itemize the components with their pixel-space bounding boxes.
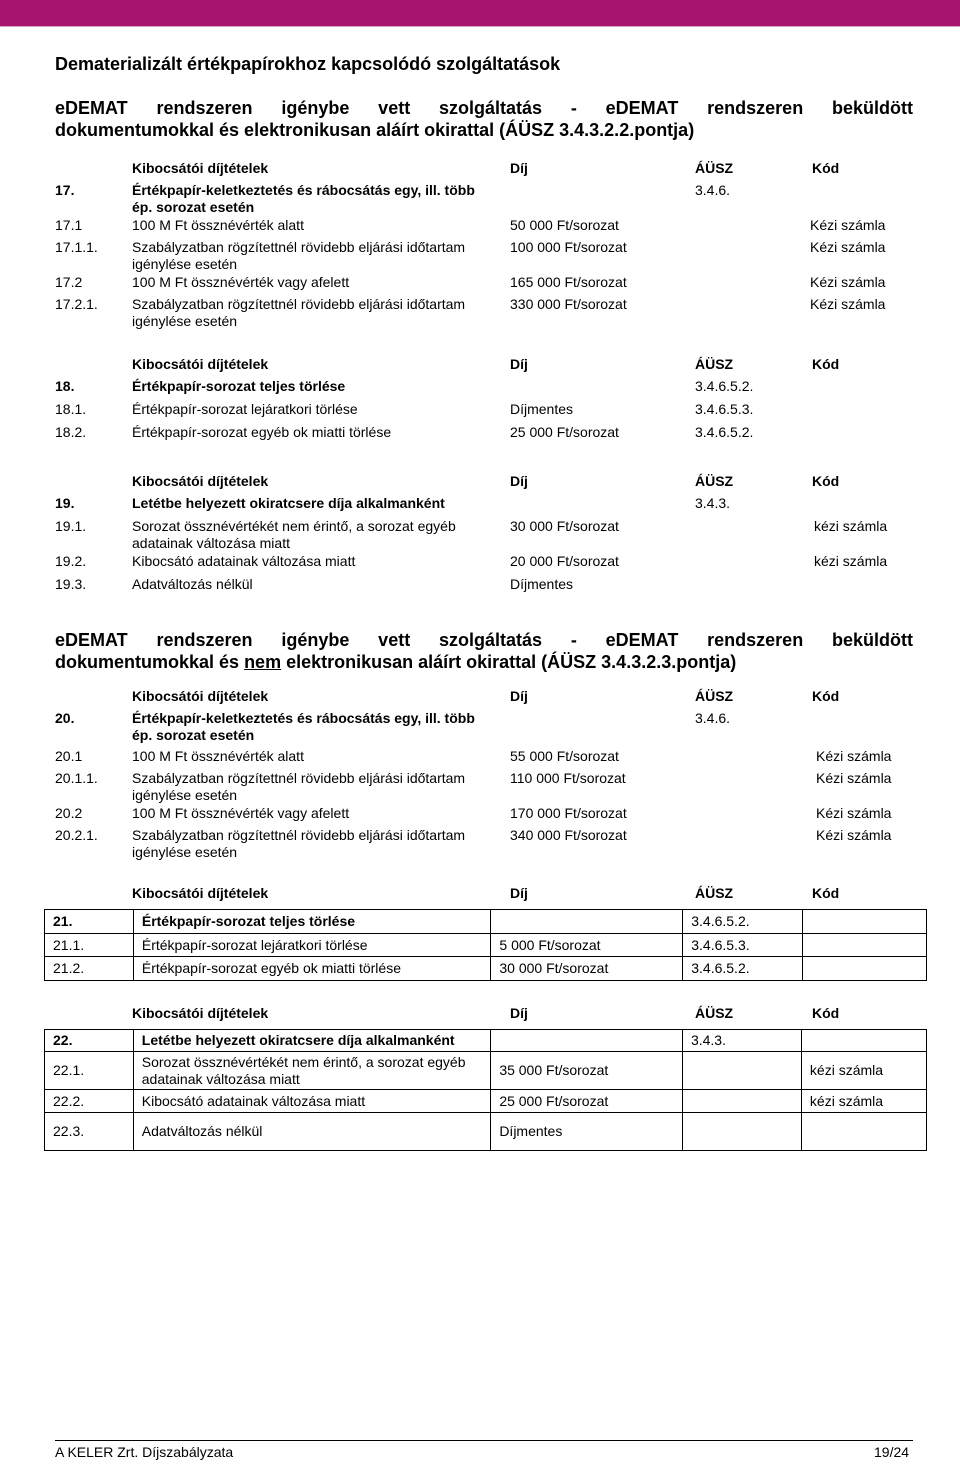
- footer-divider: [55, 1440, 913, 1441]
- header-label: Kibocsátói díjtételek: [132, 688, 269, 704]
- table-row: [0, 274, 960, 294]
- fee-table-22: [44, 1029, 927, 1151]
- row-number: 19.2.: [55, 553, 87, 569]
- row-number: 19.3.: [55, 576, 87, 592]
- row-code: Kézi számla: [816, 827, 892, 843]
- row-description: Kibocsátó adatainak változása miatt: [132, 553, 356, 569]
- row-number: 20.2: [55, 805, 83, 821]
- row-number: 19.: [55, 495, 75, 511]
- row-description: Adatváltozás nélkül: [132, 576, 253, 592]
- header-dij: Díj: [510, 473, 528, 489]
- row-auz-ref: [682, 1090, 801, 1113]
- row-code: kézi számla: [801, 1052, 926, 1090]
- header-label: Kibocsátói díjtételek: [132, 473, 269, 489]
- header-label: Kibocsátói díjtételek: [132, 356, 269, 372]
- row-number: 21.: [45, 910, 134, 934]
- row-fee: 35 000 Ft/sorozat: [491, 1052, 683, 1090]
- row-description: Szabályzatban rögzítettnél rövidebb eljárási időtartam igénylése esetén: [132, 296, 466, 329]
- table-row: [0, 770, 960, 803]
- row-fee: 100 000 Ft/sorozat: [510, 239, 627, 255]
- row-fee: 30 000 Ft/sorozat: [491, 957, 683, 981]
- row-number: 17.2: [55, 274, 83, 290]
- row-description: Értékpapír-sorozat egyéb ok miatti törlése: [132, 424, 392, 440]
- section-heading-2-pre: dokumentumokkal és: [55, 652, 245, 672]
- row-code: Kézi számla: [810, 274, 886, 290]
- row-number: 21.1.: [45, 934, 134, 957]
- row-number: 18.1.: [55, 401, 87, 417]
- row-number: 20.1.1.: [55, 770, 98, 786]
- row-number: 21.2.: [45, 957, 134, 981]
- section-heading-2-line2: [55, 651, 913, 673]
- table-row: [0, 424, 960, 444]
- header-kod: Kód: [812, 473, 840, 489]
- header-label: Kibocsátói díjtételek: [132, 885, 269, 901]
- header-kod: Kód: [812, 356, 840, 372]
- row-number: 22.3.: [45, 1113, 134, 1151]
- row-description: Értékpapír-sorozat teljes törlése: [133, 910, 491, 934]
- row-description: Szabályzatban rögzítettnél rövidebb eljárási időtartam igénylése esetén: [132, 239, 466, 272]
- row-fee: 5 000 Ft/sorozat: [491, 934, 683, 957]
- row-fee: 20 000 Ft/sorozat: [510, 553, 619, 569]
- page-title: Dematerializált értékpapírokhoz kapcsolódó szolgáltatások: [55, 54, 561, 74]
- row-fee: 50 000 Ft/sorozat: [510, 217, 619, 233]
- table-header-row: [0, 1005, 960, 1025]
- row-code: [801, 1030, 926, 1052]
- row-number: 17.1.1.: [55, 239, 98, 255]
- row-code: [802, 957, 926, 981]
- row-description: Értékpapír-sorozat lejáratkori törlése: [132, 401, 358, 417]
- table-row: [0, 296, 960, 329]
- table-row: [0, 495, 960, 515]
- header-kod: Kód: [812, 688, 840, 704]
- row-description: Letétbe helyezett okiratcsere díja alkalmanként: [132, 495, 445, 511]
- row-fee: 170 000 Ft/sorozat: [510, 805, 627, 821]
- header-kod: Kód: [812, 160, 840, 176]
- header-auz: ÁÜSZ: [695, 473, 734, 489]
- row-code: kézi számla: [814, 553, 888, 569]
- table-row: [0, 748, 960, 768]
- table-row: [0, 182, 960, 215]
- row-auz-ref: [682, 1052, 801, 1090]
- table-row: [45, 934, 927, 957]
- row-fee: Díjmentes: [510, 401, 574, 417]
- row-description: Kibocsátó adatainak változása miatt: [133, 1090, 491, 1113]
- table-header-row: [0, 160, 960, 180]
- section-heading-2-underlined: nem: [244, 652, 282, 672]
- section-heading-2-line1: eDEMAT rendszeren igénybe vett szolgáltatás - eDEMAT rendszeren beküldött: [55, 630, 913, 650]
- row-number: 22.: [45, 1030, 134, 1052]
- header-auz: ÁÜSZ: [695, 1005, 734, 1021]
- table-header-row: [0, 688, 960, 708]
- table-row: [45, 1030, 927, 1052]
- row-number: 22.1.: [45, 1052, 134, 1090]
- table-row: [0, 401, 960, 421]
- row-fee: 55 000 Ft/sorozat: [510, 748, 619, 764]
- row-number: 18.2.: [55, 424, 87, 440]
- row-number: 22.2.: [45, 1090, 134, 1113]
- row-auz-ref: 3.4.6.: [695, 182, 731, 198]
- table-row: [45, 1090, 927, 1113]
- table-row: [45, 957, 927, 981]
- table-row: [45, 1113, 927, 1151]
- row-number: 17.: [55, 182, 75, 198]
- header-auz: ÁÜSZ: [695, 885, 734, 901]
- header-auz: ÁÜSZ: [695, 356, 734, 372]
- row-code: Kézi számla: [816, 748, 892, 764]
- table-header-row: [0, 356, 960, 376]
- top-color-bar: [0, 0, 960, 26]
- table-row: [0, 827, 960, 860]
- row-code: [802, 934, 926, 957]
- row-description: Sorozat össznévértékét nem érintő, a sorozat egyéb adatainak változása miatt: [133, 1052, 491, 1090]
- table-row: [0, 576, 960, 596]
- table-row: [45, 1052, 927, 1090]
- row-code: kézi számla: [814, 518, 888, 534]
- row-fee: 340 000 Ft/sorozat: [510, 827, 627, 843]
- header-auz: ÁÜSZ: [695, 688, 734, 704]
- row-fee: Díjmentes: [491, 1113, 683, 1151]
- row-number: 20.1: [55, 748, 83, 764]
- header-dij: Díj: [510, 1005, 528, 1021]
- row-fee: 30 000 Ft/sorozat: [510, 518, 619, 534]
- row-code: kézi számla: [801, 1090, 926, 1113]
- table-row: [0, 217, 960, 237]
- row-description: Sorozat össznévértékét nem érintő, a sorozat egyéb adatainak változása miatt: [132, 518, 456, 551]
- row-description: Értékpapír-sorozat lejáratkori törlése: [133, 934, 491, 957]
- row-code: [802, 910, 926, 934]
- row-description: Értékpapír-keletkeztetés és rábocsátás egy, ill. több ép. sorozat esetén: [132, 182, 475, 215]
- row-description: Szabályzatban rögzítettnél rövidebb eljárási időtartam igénylése esetén: [132, 770, 466, 803]
- row-auz-ref: 3.4.6.5.3.: [683, 934, 803, 957]
- row-code: Kézi számla: [810, 296, 886, 312]
- row-auz-ref: [682, 1113, 801, 1151]
- row-fee: 330 000 Ft/sorozat: [510, 296, 627, 312]
- table-row: [45, 910, 927, 934]
- row-description: Szabályzatban rögzítettnél rövidebb eljárási időtartam igénylése esetén: [132, 827, 466, 860]
- table-row: [0, 805, 960, 825]
- table-row: [0, 553, 960, 573]
- footer-document-name: A KELER Zrt. Díjszabályzata: [55, 1444, 234, 1460]
- table-row: [0, 710, 960, 743]
- header-label: Kibocsátói díjtételek: [132, 1005, 269, 1021]
- row-fee: [491, 910, 683, 934]
- row-description: 100 M Ft össznévérték vagy afelett: [132, 805, 350, 821]
- row-number: 20.: [55, 710, 75, 726]
- header-dij: Díj: [510, 160, 528, 176]
- section-heading-2: [55, 629, 913, 673]
- top-divider: [0, 26, 960, 27]
- row-number: 18.: [55, 378, 75, 394]
- table-row: [0, 518, 960, 551]
- row-auz-ref: 3.4.6.5.2.: [695, 424, 754, 440]
- row-auz-ref: 3.4.6.5.2.: [695, 378, 754, 394]
- table-row: [0, 239, 960, 272]
- row-description: Adatváltozás nélkül: [133, 1113, 491, 1151]
- section-heading-1: [55, 97, 913, 141]
- row-description: 100 M Ft össznévérték alatt: [132, 748, 304, 764]
- section-heading-2-post: elektronikusan aláírt okirattal (ÁÜSZ 3.4.3.2.3.pontja): [281, 652, 737, 672]
- row-code: [801, 1113, 926, 1151]
- header-kod: Kód: [812, 1005, 840, 1021]
- section-heading-1-line2: dokumentumokkal és elektronikusan aláírt okirattal (ÁÜSZ 3.4.3.2.2.pontja): [55, 120, 695, 140]
- table-header-row: [0, 885, 960, 905]
- section-heading-1-line1: eDEMAT rendszeren igénybe vett szolgáltatás - eDEMAT rendszeren beküldött: [55, 98, 913, 118]
- header-label: Kibocsátói díjtételek: [132, 160, 269, 176]
- row-fee: [491, 1030, 683, 1052]
- row-auz-ref: 3.4.6.5.2.: [683, 957, 803, 981]
- row-auz-ref: 3.4.3.: [682, 1030, 801, 1052]
- row-description: Értékpapír-sorozat teljes törlése: [132, 378, 346, 394]
- header-dij: Díj: [510, 688, 528, 704]
- row-description: 100 M Ft össznévérték vagy afelett: [132, 274, 350, 290]
- row-code: Kézi számla: [816, 805, 892, 821]
- header-auz: ÁÜSZ: [695, 160, 734, 176]
- row-description: Értékpapír-keletkeztetés és rábocsátás egy, ill. több ép. sorozat esetén: [132, 710, 475, 743]
- row-code: Kézi számla: [810, 217, 886, 233]
- fee-table-21: [44, 909, 927, 981]
- row-number: 17.1: [55, 217, 83, 233]
- table-row: [0, 378, 960, 398]
- row-fee: 165 000 Ft/sorozat: [510, 274, 627, 290]
- footer-page-number: 19/24: [874, 1444, 910, 1460]
- table-header-row: [0, 473, 960, 493]
- row-number: 20.2.1.: [55, 827, 98, 843]
- row-description: Letétbe helyezett okiratcsere díja alkalmanként: [133, 1030, 491, 1052]
- row-code: Kézi számla: [816, 770, 892, 786]
- row-auz-ref: 3.4.6.: [695, 710, 731, 726]
- row-auz-ref: 3.4.6.5.2.: [683, 910, 803, 934]
- row-number: 19.1.: [55, 518, 87, 534]
- row-auz-ref: 3.4.3.: [695, 495, 731, 511]
- header-kod: Kód: [812, 885, 840, 901]
- row-fee: 25 000 Ft/sorozat: [510, 424, 619, 440]
- row-fee: 25 000 Ft/sorozat: [491, 1090, 683, 1113]
- row-auz-ref: 3.4.6.5.3.: [695, 401, 754, 417]
- row-code: Kézi számla: [810, 239, 886, 255]
- row-description: Értékpapír-sorozat egyéb ok miatti törlése: [133, 957, 491, 981]
- row-fee: Díjmentes: [510, 576, 574, 592]
- row-description: 100 M Ft össznévérték alatt: [132, 217, 304, 233]
- row-fee: 110 000 Ft/sorozat: [510, 770, 626, 786]
- header-dij: Díj: [510, 885, 528, 901]
- header-dij: Díj: [510, 356, 528, 372]
- row-number: 17.2.1.: [55, 296, 98, 312]
